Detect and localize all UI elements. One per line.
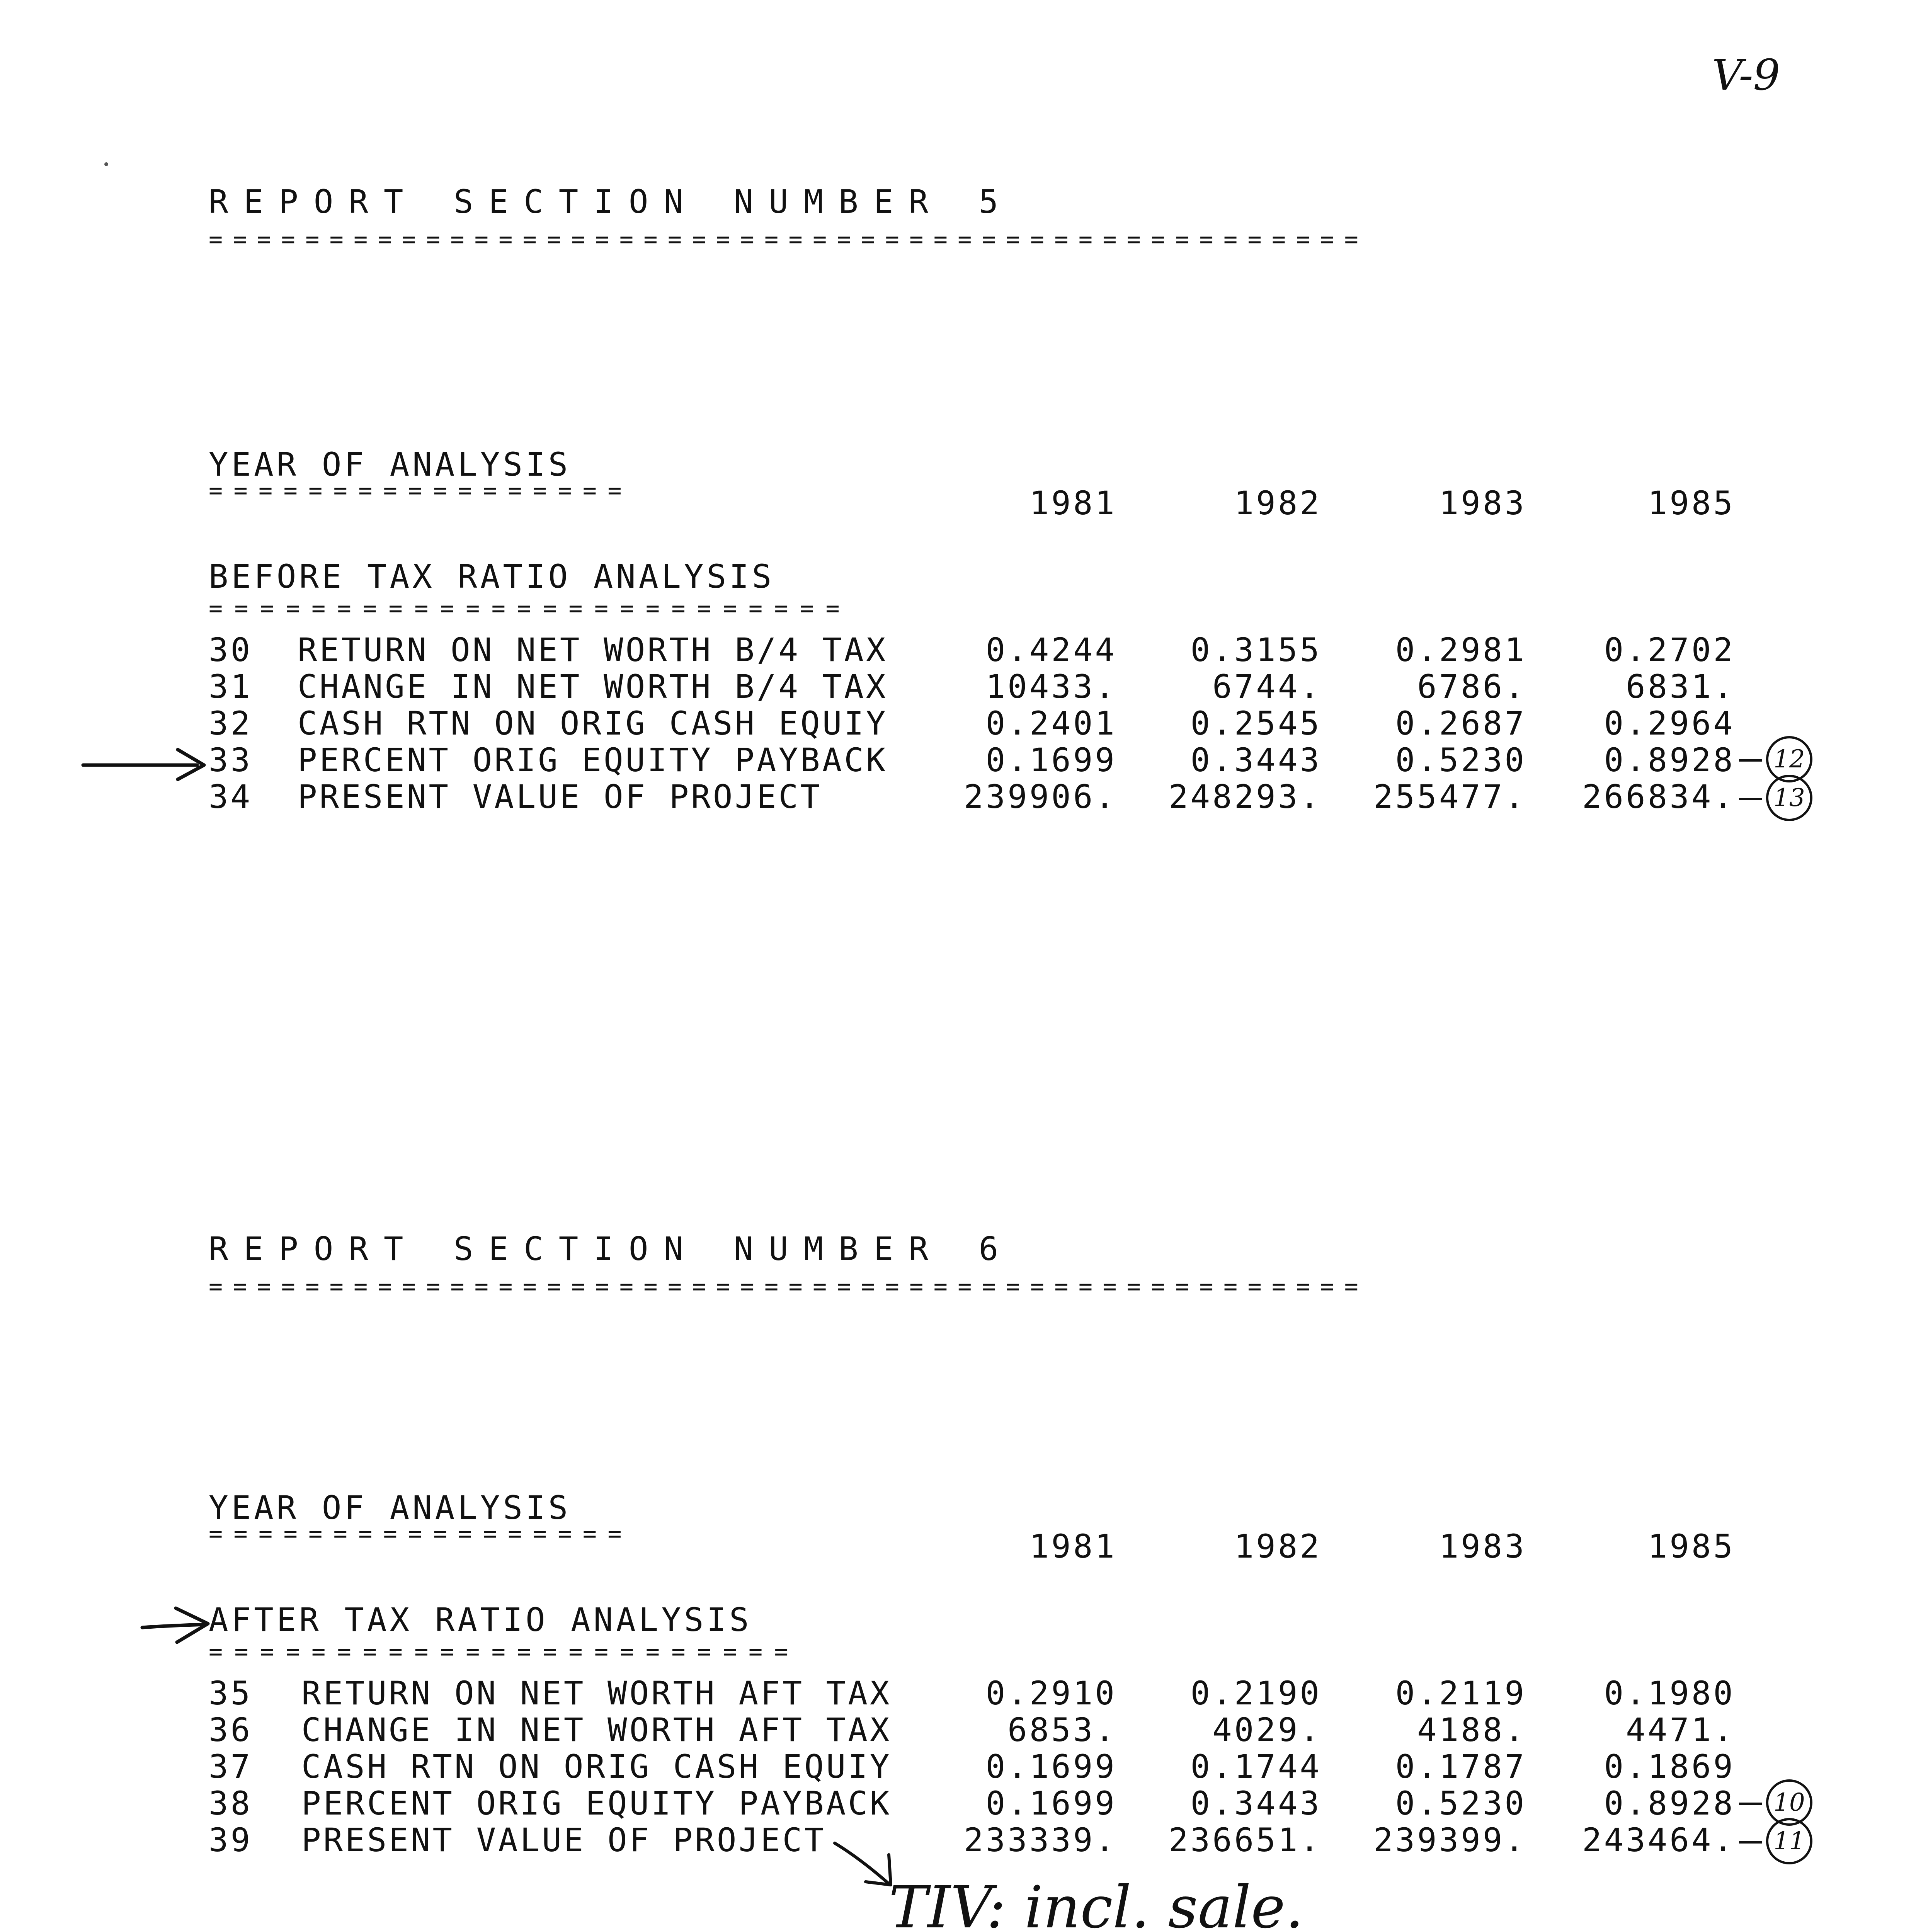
row-value: 0.1699 <box>985 1784 1117 1822</box>
section6-year-label: YEAR OF ANALYSIS <box>209 1489 571 1527</box>
row-label: CHANGE IN NET WORTH B/4 TAX <box>298 668 888 706</box>
handwritten-note: TIV: incl. sale. <box>889 1874 1304 1932</box>
row-value: 248293. <box>1168 778 1322 816</box>
row-value: 266834. <box>1582 778 1735 816</box>
row-number: 33 <box>209 741 253 779</box>
row-value: 6744. <box>1212 668 1322 706</box>
row-label: PERCENT ORIG EQUITY PAYBACK <box>301 1784 892 1822</box>
section5-year-label: YEAR OF ANALYSIS <box>209 446 571 483</box>
row-value: 0.1744 <box>1190 1748 1322 1786</box>
row-number: 32 <box>209 704 253 742</box>
section6-year-4: 1985 <box>1647 1527 1735 1565</box>
row-value: 0.8928 <box>1604 1784 1735 1822</box>
row-value: 0.1869 <box>1604 1748 1735 1786</box>
row-label: PRESENT VALUE OF PROJECT <box>301 1821 826 1859</box>
section6-year-3: 1983 <box>1439 1527 1526 1565</box>
row-number: 36 <box>209 1711 253 1749</box>
section5-year-rule: ================= <box>209 477 633 504</box>
circled-mark: 11 <box>1766 1818 1812 1864</box>
mark-dash <box>1739 798 1762 800</box>
row-number: 38 <box>209 1784 253 1822</box>
row-value: 4029. <box>1212 1711 1322 1749</box>
row-value: 0.2190 <box>1190 1674 1322 1712</box>
row-value: 0.2702 <box>1604 631 1735 669</box>
row-value: 236651. <box>1168 1821 1322 1859</box>
row-value: 6831. <box>1626 668 1735 706</box>
row-value: 0.3443 <box>1190 1784 1322 1822</box>
row-value: 4471. <box>1626 1711 1735 1749</box>
row-value: 0.5230 <box>1395 1784 1526 1822</box>
row-value: 0.1699 <box>985 741 1117 779</box>
row-label: CASH RTN ON ORIG CASH EQUIY <box>298 704 888 742</box>
row-value: 0.8928 <box>1604 741 1735 779</box>
section6-title-rule: ================================================ <box>209 1273 1369 1300</box>
mark-dash <box>1739 1803 1762 1805</box>
section5-year-3: 1983 <box>1439 484 1526 522</box>
row-value: 255477. <box>1373 778 1526 816</box>
row-value: 0.2545 <box>1190 704 1322 742</box>
row-label: RETURN ON NET WORTH AFT TAX <box>301 1674 892 1712</box>
row-value: 243464. <box>1582 1821 1735 1859</box>
mark-dash <box>1739 1841 1762 1844</box>
section6-year-1: 1981 <box>1029 1527 1117 1565</box>
arrow-icon <box>81 744 209 782</box>
section5-year-1: 1981 <box>1029 484 1117 522</box>
row-number: 39 <box>209 1821 253 1859</box>
page-number: V-9 <box>1712 50 1780 100</box>
section6-year-rule: ================= <box>209 1520 633 1548</box>
arrow-icon <box>139 1604 213 1646</box>
row-value: 0.1980 <box>1604 1674 1735 1712</box>
row-label: CHANGE IN NET WORTH AFT TAX <box>301 1711 892 1749</box>
row-value: 239906. <box>963 778 1117 816</box>
row-value: 0.2910 <box>985 1674 1117 1712</box>
section5-year-2: 1982 <box>1234 484 1322 522</box>
section6-subhead-rule: ======================= <box>209 1638 800 1665</box>
section6-title: REPORT SECTION NUMBER 6 <box>209 1230 1014 1268</box>
section5-subhead-rule: ========================= <box>209 595 852 622</box>
row-number: 37 <box>209 1748 253 1786</box>
circled-mark: 10 <box>1766 1779 1812 1826</box>
row-number: 35 <box>209 1674 253 1712</box>
row-value: 0.2964 <box>1604 704 1735 742</box>
row-value: 4188. <box>1417 1711 1526 1749</box>
row-value: 0.1699 <box>985 1748 1117 1786</box>
row-value: 0.4244 <box>985 631 1117 669</box>
row-value: 10433. <box>985 668 1117 706</box>
speck <box>104 162 108 166</box>
circled-mark: 12 <box>1766 736 1812 782</box>
row-number: 31 <box>209 668 253 706</box>
row-number: 30 <box>209 631 253 669</box>
section6-subhead: AFTER TAX RATIO ANALYSIS <box>209 1601 752 1639</box>
row-value: 0.1787 <box>1395 1748 1526 1786</box>
section5-title: REPORT SECTION NUMBER 5 <box>209 183 1014 221</box>
row-label: PERCENT ORIG EQUITY PAYBACK <box>298 741 888 779</box>
section5-subhead: BEFORE TAX RATIO ANALYSIS <box>209 558 775 595</box>
circled-mark: 13 <box>1766 775 1812 821</box>
row-value: 6853. <box>1007 1711 1117 1749</box>
row-value: 0.2119 <box>1395 1674 1526 1712</box>
row-value: 239399. <box>1373 1821 1526 1859</box>
row-value: 6786. <box>1417 668 1526 706</box>
row-label: PRESENT VALUE OF PROJECT <box>298 778 822 816</box>
row-value: 0.2981 <box>1395 631 1526 669</box>
mark-dash <box>1739 759 1762 762</box>
section5-title-rule: ================================================ <box>209 226 1369 253</box>
row-label: RETURN ON NET WORTH B/4 TAX <box>298 631 888 669</box>
row-number: 34 <box>209 778 253 816</box>
row-value: 0.2687 <box>1395 704 1526 742</box>
section5-year-4: 1985 <box>1647 484 1735 522</box>
section6-year-2: 1982 <box>1234 1527 1322 1565</box>
row-value: 0.5230 <box>1395 741 1526 779</box>
row-value: 0.3443 <box>1190 741 1322 779</box>
row-value: 233339. <box>963 1821 1117 1859</box>
row-label: CASH RTN ON ORIG CASH EQUIY <box>301 1748 892 1786</box>
row-value: 0.3155 <box>1190 631 1322 669</box>
row-value: 0.2401 <box>985 704 1117 742</box>
